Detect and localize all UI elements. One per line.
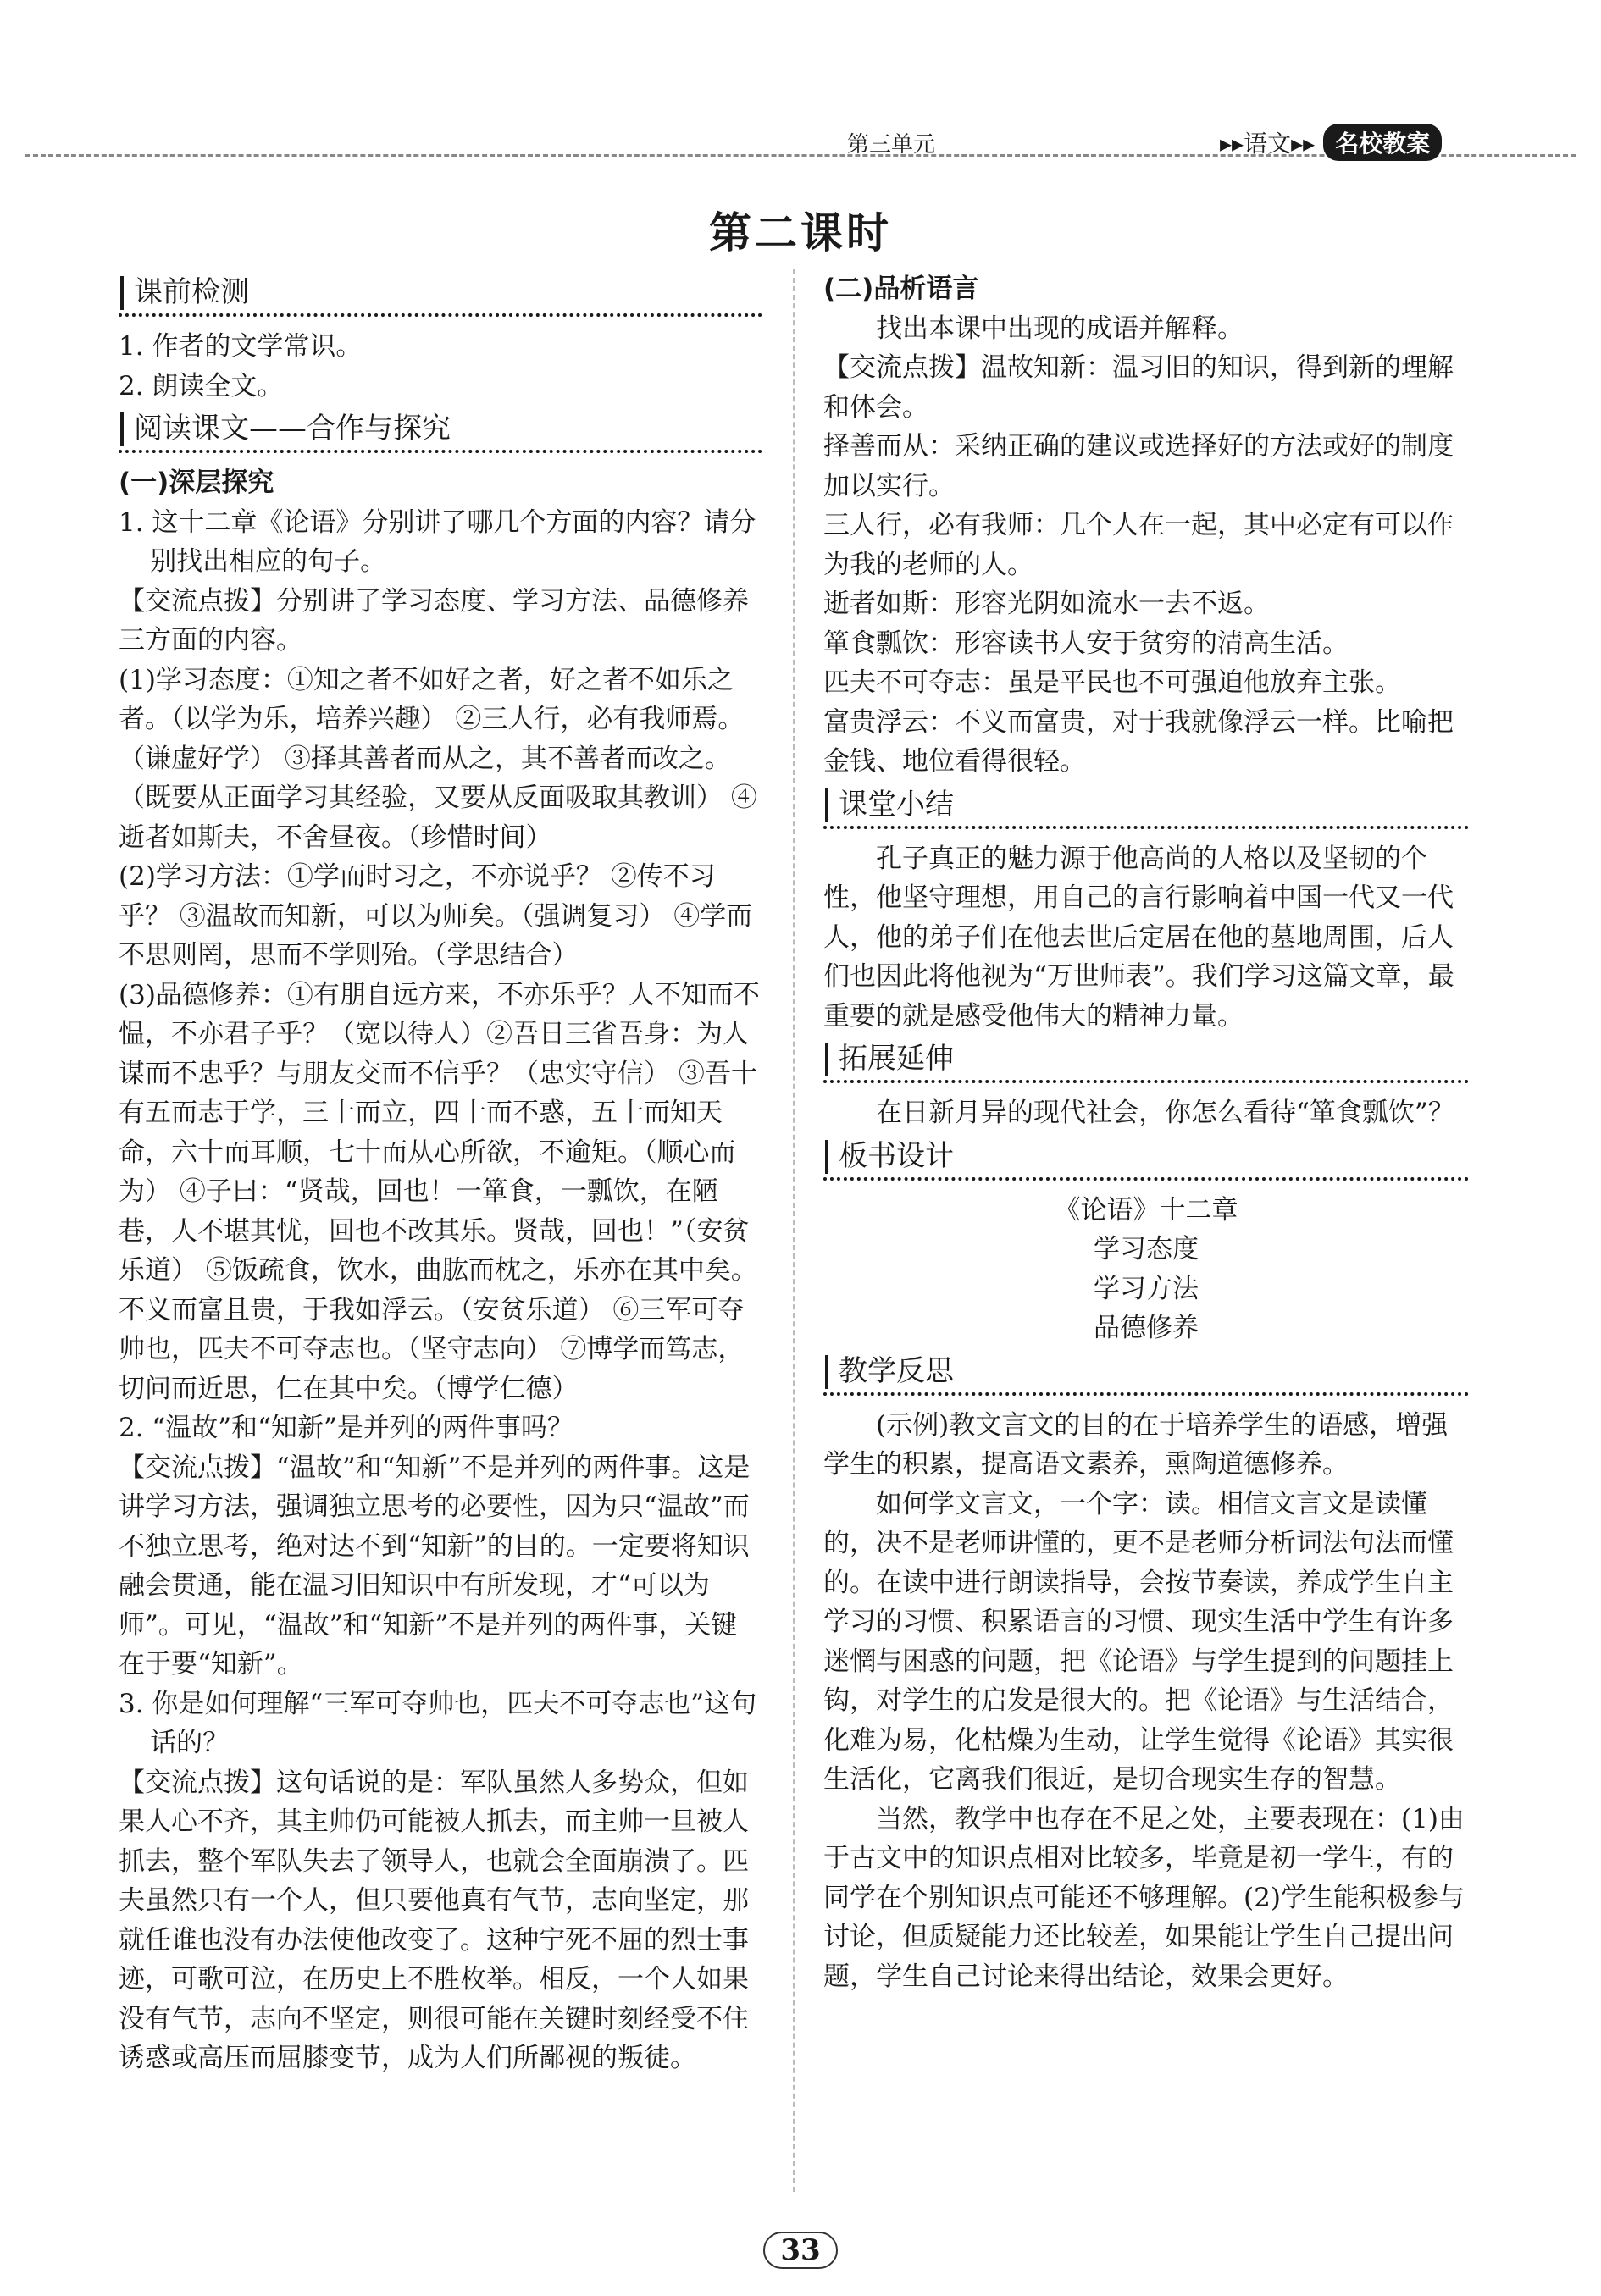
unit-label: 第三单元 xyxy=(847,132,936,158)
idiom: 择善而从：采纳正确的建议或选择好的方法或好的制度加以实行。 xyxy=(823,431,1454,501)
page-number-value: 33 xyxy=(763,2232,837,2269)
idiom: 匹夫不可夺志：虽是平民也不可强迫他放弃主张。 xyxy=(823,667,1401,698)
paragraph: 如何学文言文，一个字：读。相信文言文是读懂的，决不是老师讲懂的，更不是老师分析词法句法而懂的。在读中进行朗读指导，会按节奏读，养成学生自主学习的习惯、积累语言的习惯、现实生活中学生有许多迷惘与困惑的问题，把《论语》与学生提到的问题挂上钩，对学生的启发是很大的。把《论语》与生活结合，化难为易，化枯燥为生动，让学生觉得《论语》其实很生活化，它离我们很近，是切合现实生存的智慧。 xyxy=(823,1488,1454,1795)
answer: 【交流点拨】这句话说的是：军队虽然人多势众，但如果人心不齐，其主帅仍可能被人抓去，而主帅一旦被人抓去，整个军队失去了领导人，也就会全面崩溃了。匹夫虽然只有一个人，但只要他真有气节，志向坚定，那就任谁也没有办法使他改变了。这种宁死不屈的烈士事迹，可歌可泣，在历史上不胜枚举。相反，一个人如果没有气节，志向不坚定，则很可能在关键时刻经受不住诱惑或高压而屈膝变节，成为人们所鄙视的叛徒。 xyxy=(119,1767,749,2073)
paragraph: (1)学习态度：①知之者不如好之者，好之者不如乐之者。（以学为乐，培养兴趣） ②三人行，必有我师焉。（谦虚好学） ③择其善者而从之，其不善者而改之。（既要从正面学习其经验，又要从反面吸取其教训） ④逝者如斯夫，不舍昼夜。（珍惜时间） xyxy=(119,664,757,853)
question: 3. 你是如何理解“三军可夺帅也，匹夫不可夺志也”这句话的？ xyxy=(119,1688,757,1758)
paragraph: 孔子真正的魅力源于他高尚的人格以及坚韧的个性，他坚守理想，用自己的言行影响着中国一代又一代人，他的弟子们在他去世后定居在他的墓地周围，后人们也因此将他视为“万世师表”。我们学习这篇文章，最重要的就是感受他伟大的精神力量。 xyxy=(823,843,1454,1032)
brand-logo: 名校教案 xyxy=(1323,124,1442,161)
section-summary xyxy=(823,783,1469,831)
board-line: 学习态度 xyxy=(1094,1234,1199,1264)
question: 1. 这十二章《论语》分别讲了哪几个方面的内容？请分别找出相应的句子。 xyxy=(119,506,756,577)
section-title: 板书设计 xyxy=(839,1138,954,1173)
list-item: 2. 朗读全文。 xyxy=(119,370,284,401)
question: 2. “温故”和“知新”是并列的两件事吗？ xyxy=(119,1413,573,1443)
section-title: 阅读课文——合作与探究 xyxy=(134,412,451,445)
column-divider xyxy=(793,269,795,2192)
idiom: 逝者如斯：形容光阴如流水一去不返。 xyxy=(823,589,1270,619)
section-extend xyxy=(823,1037,1469,1085)
section-title: 拓展延伸 xyxy=(839,1042,954,1076)
brand xyxy=(1220,124,1442,161)
subsection-title: (二)品析语言 xyxy=(823,274,979,304)
paragraph: 在日新月异的现代社会，你怎么看待“箪食瓢饮”？ xyxy=(876,1098,1454,1128)
page-title: 第二课时 xyxy=(709,208,892,257)
answer: 【交流点拨】“温故”和“知新”不是并列的两件事。这是讲学习方法，强调独立思考的必要性，因为只“温故”而不独立思考，绝对达不到“知新”的目的。一定要将知识融会贯通，能在温习旧知识中有所发现，才“可以为师”。可见，“温故”和“知新”不是并列的两件事，关键在于要“知新”。 xyxy=(119,1452,751,1679)
task: 找出本课中出现的成语并解释。 xyxy=(876,313,1244,344)
paragraph: 当然，教学中也存在不足之处，主要表现在：(1)由于古文中的知识点相对比较多，毕竟是初一学生，有的同学在个别知识点可能还不够理解。(2)学生能积极参与讨论，但质疑能力还比较差，如果能让学生自己提出问题，学生自己讨论来得出结论，效果会更好。 xyxy=(823,1803,1465,1992)
left-column xyxy=(119,269,762,2078)
page-number xyxy=(0,2232,1601,2269)
section-board xyxy=(823,1135,1469,1182)
board-line: 学习方法 xyxy=(1094,1273,1199,1304)
right-column xyxy=(823,269,1469,1996)
section-pre-check xyxy=(119,271,762,318)
idiom: 箪食瓢饮：形容读书人安于贫穷的清高生活。 xyxy=(823,628,1349,659)
subject-label: ▸▸语文▸▸ xyxy=(1220,130,1316,158)
board-line: 《论语》十二章 xyxy=(1054,1194,1238,1225)
section-reflection xyxy=(823,1350,1469,1397)
subsection-title: (一)深层探究 xyxy=(119,467,274,498)
section-title: 课堂小结 xyxy=(839,787,954,822)
idiom: 富贵浮云：不义而富贵，对于我就像浮云一样。比喻把金钱、地位看得很轻。 xyxy=(823,706,1454,777)
answer: 【交流点拨】分别讲了学习态度、学习方法、品德修养三方面的内容。 xyxy=(119,585,749,656)
list-item: 1. 作者的文学常识。 xyxy=(119,331,363,362)
paragraph: (3)品德修养：①有朋自远方来，不亦乐乎？人不知而不愠，不亦君子乎？（宽以待人）②吾日三省吾身：为人谋而不忠乎？与朋友交而不信乎？（忠实守信） ③吾十有五而志于学，三十而立，四十而不惑，五十而知天命，六十而耳顺，七十而从心所欲，不逾矩。（顺心而为） ④子曰：“贤哉，回也！一箪食，一瓢饮，在陋巷，人不堪其忧，回也不改其乐。贤哉，回也！”（安贫乐道） ⑤饭疏食，饮水，曲肱而枕之，乐亦在其中矣。不义而富且贵，于我如浮云。（安贫乐道） ⑥三军可夺帅也，匹夫不可夺志也。（坚守志向） ⑦博学而笃志，切问而近思，仁在其中矣。（博学仁德） xyxy=(119,979,760,1404)
paragraph: (示例)教文言文的目的在于培养学生的语感，增强学生的积累，提高语文素养，熏陶道德修养。 xyxy=(823,1409,1449,1480)
section-title: 教学反思 xyxy=(839,1353,954,1388)
section-title: 课前检测 xyxy=(134,275,249,309)
idiom: 三人行，必有我师：几个人在一起，其中必定有可以作为我的老师的人。 xyxy=(823,510,1454,580)
section-reading xyxy=(119,407,762,455)
board-line: 品德修养 xyxy=(1094,1313,1199,1343)
paragraph: (2)学习方法：①学而时习之，不亦说乎？ ②传不习乎？ ③温故而知新，可以为师矣。（强调复习） ④学而不思则罔，思而不学则殆。（学思结合） xyxy=(119,861,753,971)
idiom: 【交流点拨】温故知新：温习旧的知识，得到新的理解和体会。 xyxy=(823,352,1454,423)
